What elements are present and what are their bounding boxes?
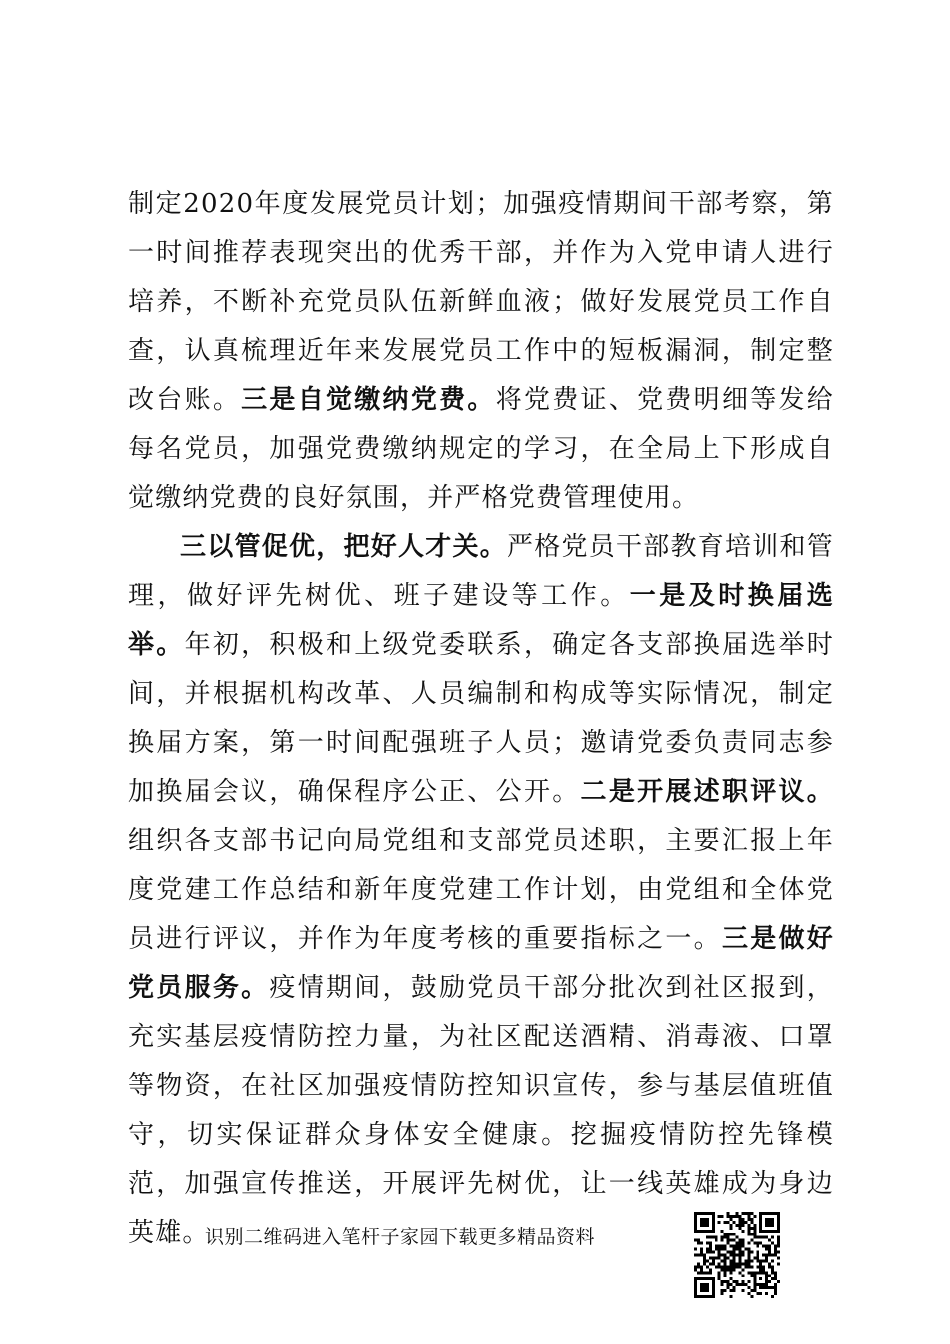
paragraph-1-run-1: 制定2020年度发展党员计划；加强疫情期间干部考察，第一时间推荐表现突出的优秀干部，并作为入党申请人进行培养，不断补充党员队伍新鲜血液；做好发展党员工作自查，认真梳理近年来发展党员工作中的短板漏洞，制定整改台账。 [128, 189, 834, 415]
paragraph-2-heading-election: 一是及时换届选举。 [128, 581, 834, 660]
paragraph-1 [128, 180, 834, 523]
paragraph-1-heading-self-pay: 三是自觉缴纳党费。 [241, 385, 496, 415]
paragraph-2-run-6: 组织各支部书记向局党组和支部党员述职，主要汇报上年度党建工作总结和新年度党建工作计划，由党组和全体党员进行评议，并作为年度考核的重要指标之一。 [128, 826, 834, 954]
paragraph-1-run-3: 将党费证、党费明细等发给每名党员，加强党费缴纳规定的学习，在全局上下形成自觉缴纳党费的良好氛围，并严格党费管理使用。 [128, 385, 834, 513]
paragraph-2-section-heading: 三以管促优，把好人才关。 [180, 532, 508, 562]
paragraph-2-run-2: 严格党员干部教育培训和管理，做好评先树优、班子建设等工作。 [128, 532, 834, 611]
paragraph-2-run-8: 疫情期间，鼓励党员干部分批次到社区报到，充实基层疫情防控力量，为社区配送酒精、消毒液、口罩等物资，在社区加强疫情防控知识宣传，参与基层值班值守，切实保证群众身体安全健康。挖掘疫情防控先锋模范，加强宣传推送，开展评先树优，让一线英雄成为身边英雄。 [128, 973, 834, 1248]
qr-code-icon[interactable] [694, 1212, 780, 1298]
footer-download-text: 识别二维码进入笔杆子家园下载更多精品资料 [205, 1226, 596, 1248]
paragraph-2-heading-review: 二是开展述职评议。 [580, 777, 834, 807]
document-body [128, 180, 834, 1258]
paragraph-2-run-4: 年初，积极和上级党委联系，确定各支部换届选举时间，并根据机构改革、人员编制和构成等实际情况，制定换届方案，第一时间配强班子人员；邀请党委负责同志参加换届会议，确保程序公正、公开。 [128, 630, 834, 807]
paragraph-2-heading-service: 三是做好党员服务。 [128, 924, 834, 1003]
paragraph-2 [128, 523, 834, 1258]
